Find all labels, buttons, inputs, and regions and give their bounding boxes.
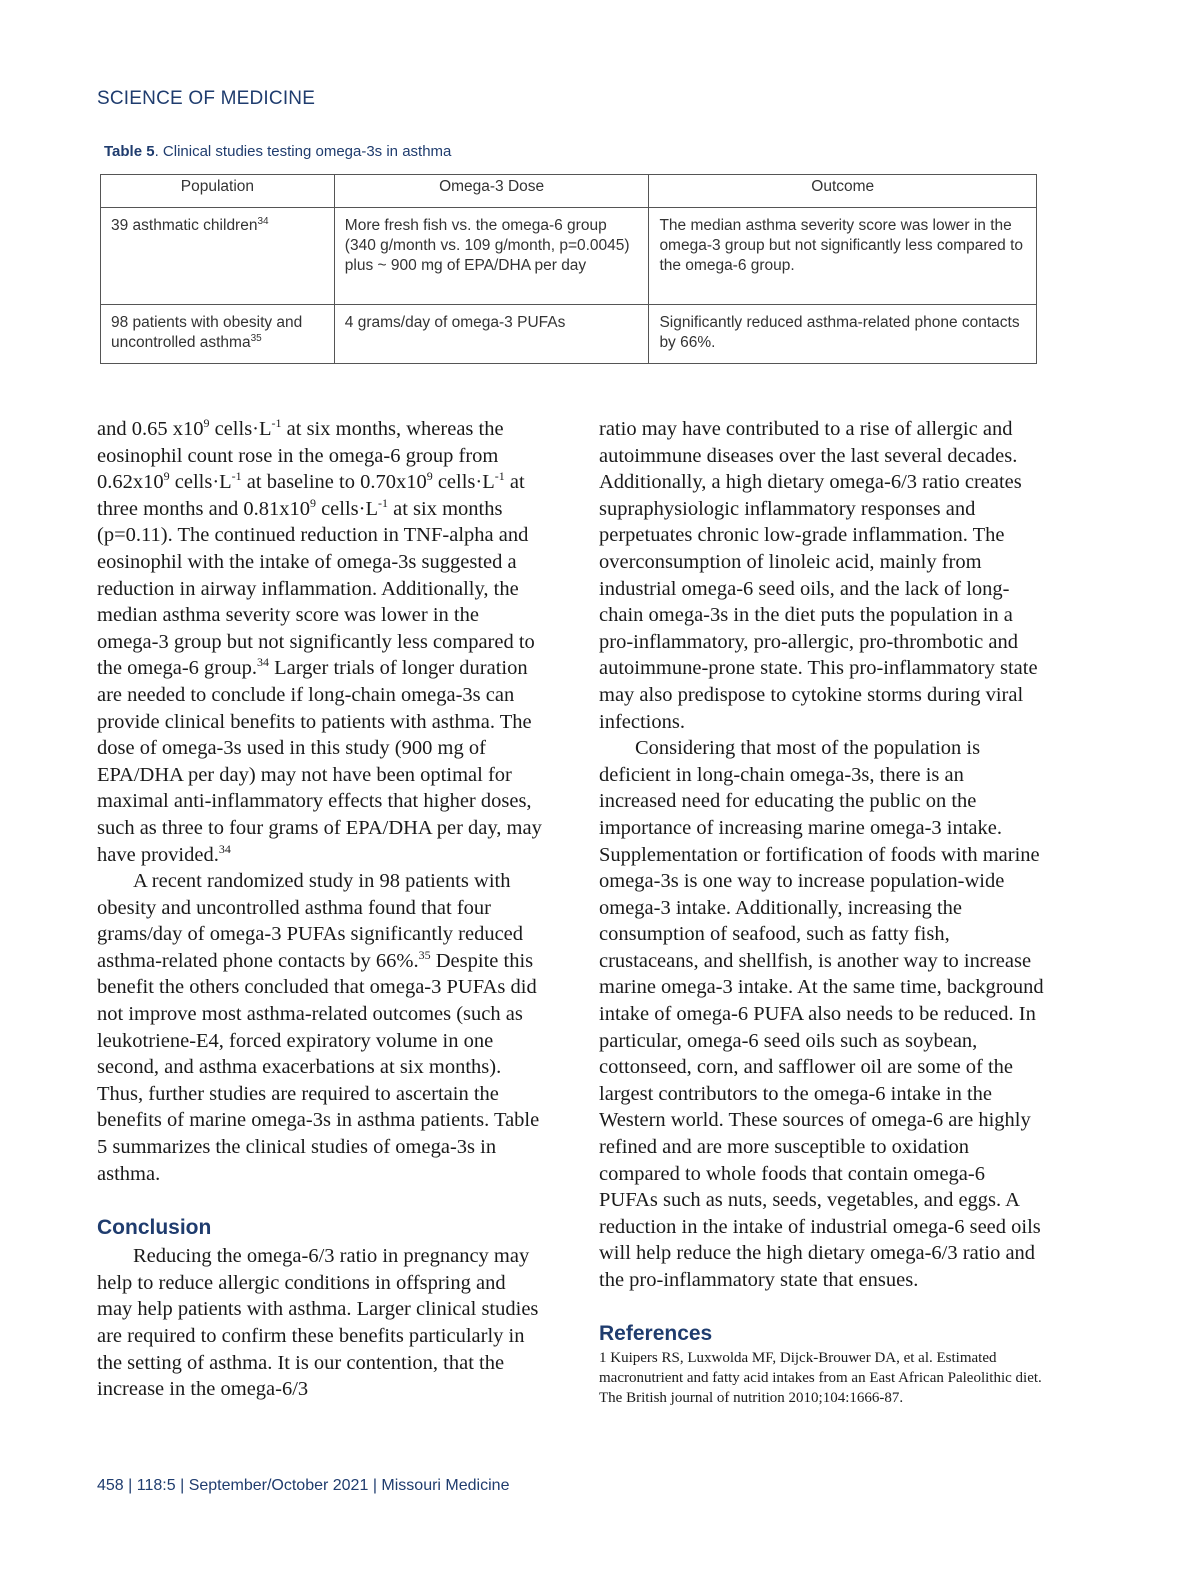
citation-ref: 35 bbox=[250, 332, 262, 344]
right-column bbox=[599, 416, 1044, 1408]
population-text: 98 patients with obesity and uncontrolled asthma bbox=[111, 314, 303, 351]
citation-ref: 34 bbox=[218, 841, 231, 856]
table-row bbox=[101, 305, 1037, 364]
footer-separator: | bbox=[128, 1477, 133, 1494]
page-number: 458 bbox=[97, 1477, 124, 1494]
conclusion-heading: Conclusion bbox=[97, 1216, 212, 1240]
cell-dose: More fresh fish vs. the omega-6 group (340 g/month vs. 109 g/month, p=0.0045) plus ~ 900 mg of EPA/DHA per day bbox=[334, 208, 649, 305]
section-header: SCIENCE OF MEDICINE bbox=[97, 88, 316, 109]
column-header-outcome: Outcome bbox=[649, 175, 1037, 208]
table-header-row bbox=[101, 175, 1037, 208]
issue-date: September/October 2021 bbox=[188, 1477, 369, 1494]
citation-ref: 35 bbox=[418, 948, 431, 963]
cell-population bbox=[101, 208, 335, 305]
citation-ref: 34 bbox=[257, 215, 269, 227]
table-caption-text: . Clinical studies testing omega-3s in asthma bbox=[154, 143, 452, 160]
cell-outcome: Significantly reduced asthma-related phone contacts by 66%. bbox=[649, 305, 1037, 364]
table-caption-label: Table 5 bbox=[104, 143, 155, 160]
cell-population bbox=[101, 305, 335, 364]
citation-ref: 34 bbox=[256, 655, 269, 670]
population-text: 39 asthmatic children bbox=[111, 217, 258, 234]
journal-name: Missouri Medicine bbox=[381, 1477, 510, 1494]
body-paragraph: Reducing the omega-6/3 ratio in pregnancy may help to reduce allergic conditions in offspring and may help patients with asthma. Larger clinical studies are required to confirm these benefits particularly in the setting of asthma. It is our contention, that the increase in the omega-6/3 bbox=[97, 1245, 539, 1401]
left-column bbox=[97, 416, 542, 1403]
body-paragraph: and 0.65 $x10^9$ $cells\cdot L^{-1}$ at six months, whereas the eosinophil count rose in the omega-6 group from $0.62x10^9$ $cells\cdot L^{-1}$ at baseline to $0.70x10^9$ $cells\cdot L^{-1}$ at three months and $0.81x10^9$ $cells\cdot L^{-1}$ at six months (p=0.11). The continued reduction in TNF-alpha and eosinophil with the intake of omega-3s suggested a reduction in airway inflammation. Additionally, the median asthma severity score was lower in the omega-3 group but not significantly less compared to the omega-6 group.$^{34}$ Larger trials of longer duration are needed to conclude if long-chain omega-3s can provide clinical benefits to patients with asthma. The dose of omega-3s used in this study (900 mg of EPA/DHA per day) may not have been optimal for maximal anti-inflammatory effects that higher doses, such as three to four grams of EPA/DHA per day, may have provided.$^{34}$ bbox=[97, 416, 542, 866]
cell-dose: 4 grams/day of omega-3 PUFAs bbox=[334, 305, 649, 364]
clinical-studies-table bbox=[100, 174, 1037, 364]
column-header-population: Population bbox=[101, 175, 335, 208]
references-heading: References bbox=[599, 1321, 713, 1345]
journal-volume: 118:5 bbox=[136, 1477, 176, 1494]
table-caption bbox=[104, 143, 451, 160]
body-paragraph: ratio may have contributed to a rise of allergic and autoimmune diseases over the last several decades. Additionally, a high dietary omega-6/3 ratio creates supraphysiologic inflammatory responses and perpetuates chronic low-grade inflammation. The overconsumption of linoleic acid, mainly from industrial omega-6 seed oils, and the lack of long-chain omega-3s in the diet puts the population in a pro-inflammatory, pro-allergic, pro-thrombotic and autoimmune-prone state. This pro-inflammatory state may also predispose to cytokine storms during viral infections. bbox=[599, 418, 1038, 733]
reference-item: 1 Kuipers RS, Luxwolda MF, Dijck-Brouwer DA, et al. Estimated macronutrient and fatty acid intakes from an East African Paleolithic diet. The British journal of nutrition 2010;104:1666-87. bbox=[599, 1349, 1042, 1406]
table-row bbox=[101, 208, 1037, 305]
footer-separator: | bbox=[180, 1477, 185, 1494]
footer-separator: | bbox=[372, 1477, 377, 1494]
column-header-dose: Omega-3 Dose bbox=[334, 175, 649, 208]
body-paragraph: Considering that most of the population is deficient in long-chain omega-3s, there is an increased need for educating the public on the importance of increasing marine omega-3 intake. Supplementation or fortification of foods with marine omega-3s is one way to increase population-wide omega-3 intake. Additionally, increasing the consumption of seafood, such as fatty fish, crustaceans, and shellfish, is another way to increase marine omega-3 intake. At the same time, background intake of omega-6 PUFA also needs to be reduced. In particular, omega-6 seed oils such as soybean, cottonseed, corn, and safflower oil are some of the largest contributors to the omega-6 intake in the Western world. These sources of omega-6 are highly refined and are more susceptible to oxidation compared to whole foods that contain omega-6 PUFAs such as nuts, seeds, vegetables, and eggs. A reduction in the intake of industrial omega-6 seed oils will help reduce the high dietary omega-6/3 ratio and the pro-inflammatory state that ensues. bbox=[599, 737, 1044, 1291]
body-paragraph: A recent randomized study in 98 patients with obesity and uncontrolled asthma found that four grams/day of omega-3 PUFAs significantly reduced asthma-related phone contacts by 66%.$^{35}$ Despite this benefit the others concluded that omega-3 PUFAs did not improve most asthma-related outcomes (such as leukotriene-E4, forced expiratory volume in one second, and asthma exacerbations at six months). Thus, further studies are required to ascertain the benefits of marine omega-3s in asthma patients. Table 5 summarizes the clinical studies of omega-3s in asthma. bbox=[97, 870, 540, 1185]
cell-outcome: The median asthma severity score was lower in the omega-3 group but not significantly less compared to the omega-6 group. bbox=[649, 208, 1037, 305]
page-footer bbox=[97, 1477, 509, 1495]
